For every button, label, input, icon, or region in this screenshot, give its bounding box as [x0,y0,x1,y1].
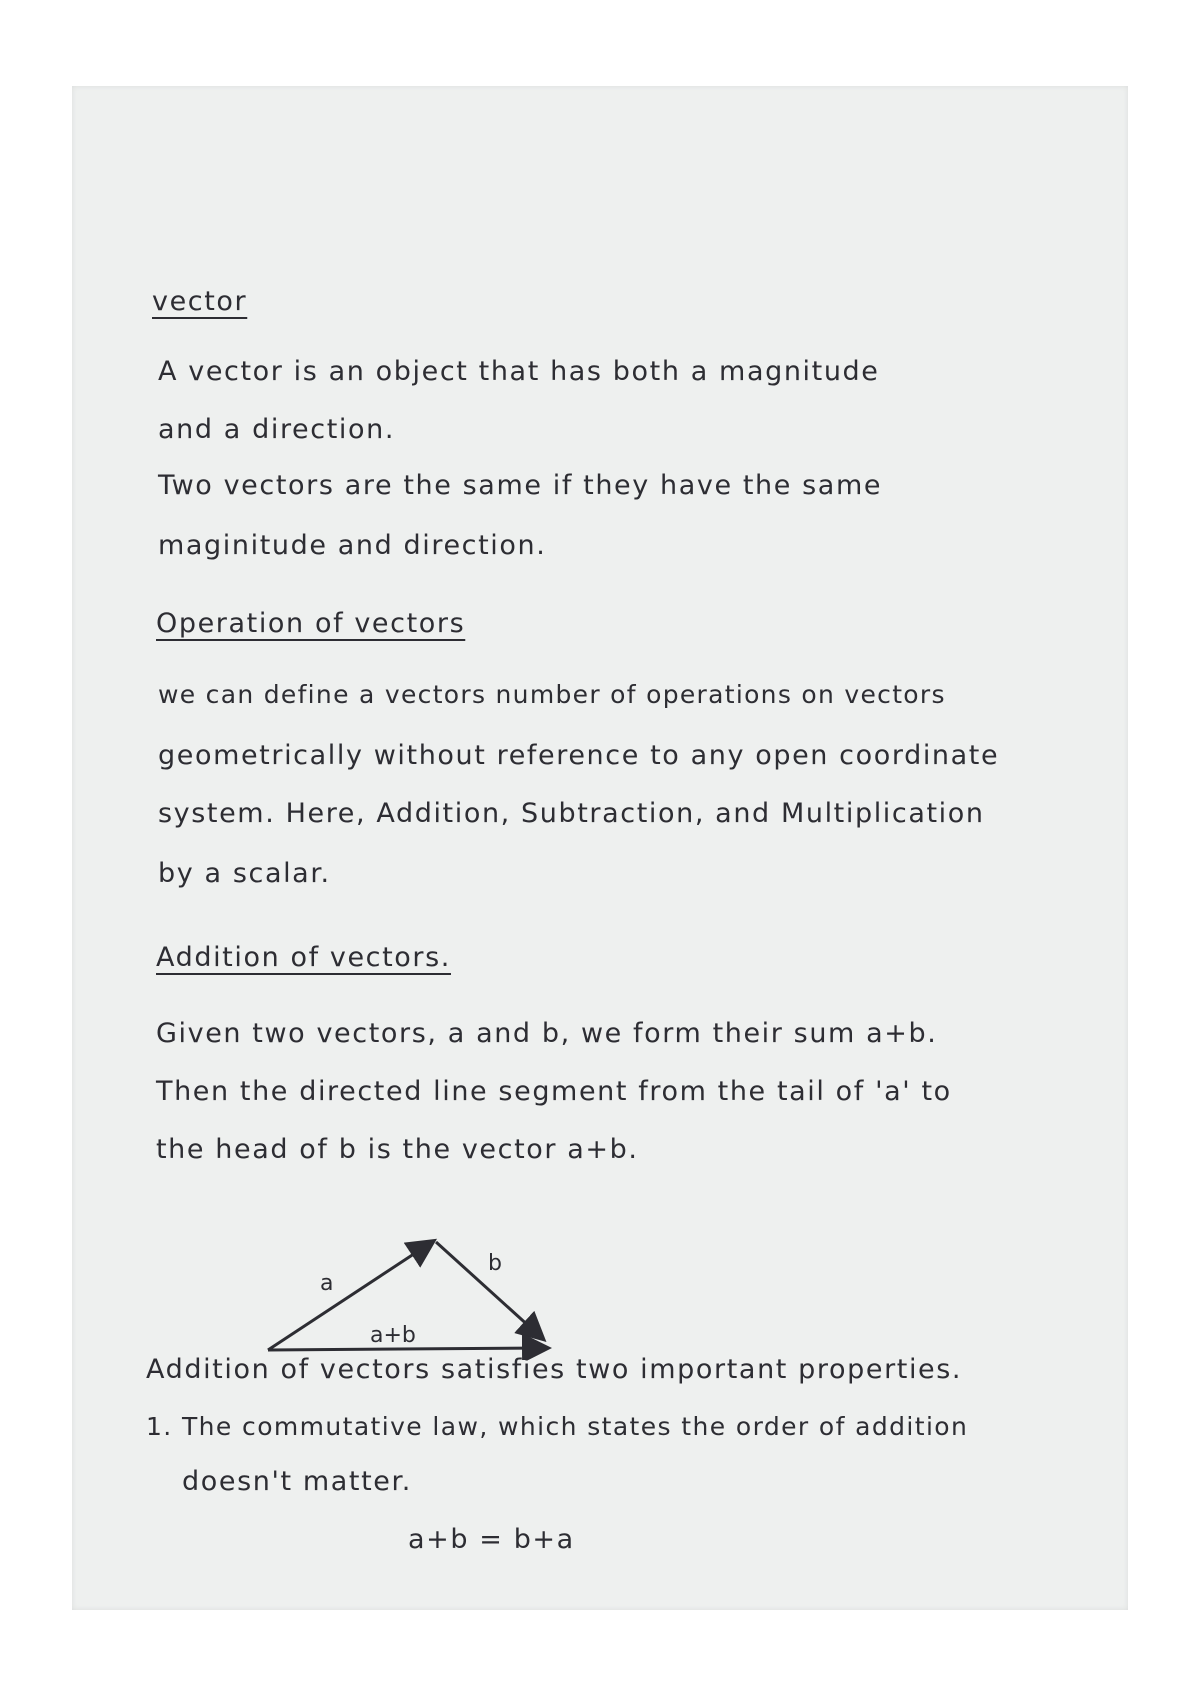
paragraph-line: doesn't matter. [182,1466,412,1497]
heading-vector: vector [152,286,248,317]
paragraph-line: system. Here, Addition, Subtraction, and Multiplication [158,798,985,829]
paragraph-line: Addition of vectors satisfies two important properties. [146,1354,963,1385]
heading-addition: Addition of vectors. [156,942,451,973]
paragraph-line: Two vectors are the same if they have the same [158,470,883,501]
paragraph-line: Given two vectors, a and b, we form their sum a+b. [156,1018,938,1049]
label-b: b [488,1251,502,1276]
label-a: a [320,1271,334,1296]
paragraph-line: we can define a vectors number of operations on vectors [158,680,946,709]
heading-operation: Operation of vectors [156,608,466,639]
paragraph-line: and a direction. [158,414,396,445]
label-sum: a+b [370,1323,416,1348]
paragraph-line: by a scalar. [158,858,331,889]
vector-addition-diagram [260,1220,560,1360]
paragraph-line: geometrically without reference to any open coordinate [158,740,1000,771]
paragraph-line: Then the directed line segment from the tail of 'a' to [156,1076,952,1107]
paragraph-line: 1. The commutative law, which states the order of addition [146,1412,969,1441]
paragraph-line: the head of b is the vector a+b. [156,1134,639,1165]
notebook-page [72,86,1128,1610]
paragraph-line: A vector is an object that has both a magnitude [158,356,880,387]
equation: a+b = b+a [408,1524,575,1555]
vector-sum-arrow [268,1348,546,1350]
paragraph-line: maginitude and direction. [158,530,547,561]
